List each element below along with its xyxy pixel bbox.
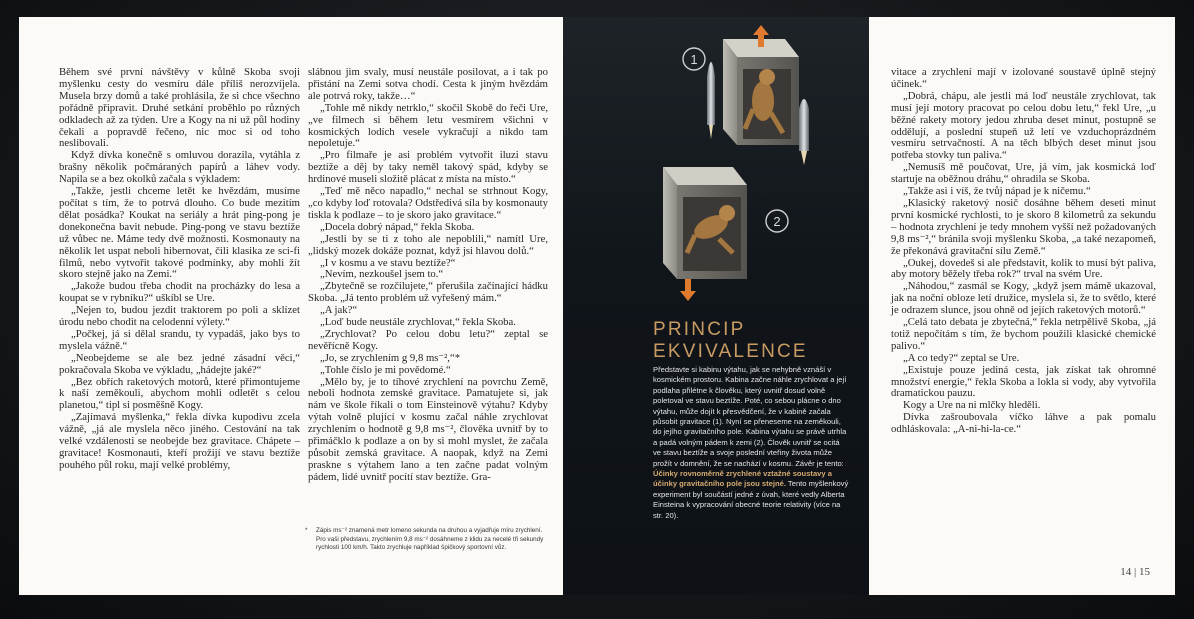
text-column-3: [891, 67, 1156, 436]
paragraph: „Takže asi i víš, že tvůj nápad je k ničemu.“: [903, 185, 1091, 198]
paragraph: „Tohle mě nikdy netrklo,“ skočil Skobě do řeči Ure, „ve filmech si během letu vesmírem všichni v kosmických lodích vesele vykračují a nikdo tam nepoletuje.“: [308, 101, 548, 150]
paragraph: „Mělo by, je to tíhové zrychlení na povrchu Země, neboli hodnota zemské gravitace. Pamatujete si, jak nám ve škole říkali o tom Einsteinově výtahu? Kdyby výtah volně plující v kosmu začal náhle zrychlovat zrychlením o hodnotě g 9,8 ms⁻², člověka uvnitř by to přimáčklo k podlaze a on by si mohl myslet, že začala působit zemská gravitace. A naopak, když na Zemi praskne s výtahem lano a ten začne padat volným pádem, lidé uvnitř pocítí stav beztíže. Gra-: [308, 375, 548, 483]
label-2: 2: [773, 214, 781, 229]
paragraph: „Neobejdeme se ale bez jedné zásadní věci,“ pokračovala Skoba ve výkladu, „hádejte jaké?“: [59, 351, 300, 376]
sidebar-title-line-2: EKVIVALENCE: [653, 341, 808, 362]
paragraph: „Zajímavá myšlenka,“ řekla dívka kupodivu zcela vážně, „já ale myslela něco jiného. Cestování na tak velké vzdálenosti se neobejde bez gravitace. Chápete – gravitace! Kosmonauti, kteří prožijí ve stavu beztíže pouhého půl roku, mají velké problémy,: [59, 411, 300, 471]
paragraph: „Nevím, nezkoušel jsem to.“: [320, 268, 444, 281]
page-numbers: 14 | 15: [1120, 566, 1150, 578]
text-column-1: [59, 67, 300, 472]
paragraph: slábnou jim svaly, musí neustále posilovat, a i tak po přistání na Zemi sotva chodí. Cesta k jiným hvězdám ale potrvá roky, takže…“: [308, 66, 548, 102]
paragraph: „I v kosmu a ve stavu beztíže?“: [320, 256, 456, 269]
sidebar-title: [653, 319, 808, 363]
paragraph: „Zrychlovat? Po celou dobu letu?“ zeptal se nevěřícně Kogy.: [308, 327, 548, 352]
paragraph: „Pro filmaře je asi problém vytvořit iluzi stavu beztíže a děj by taky neměl takový spád, kdyby se hrdinové museli složitě plácat z místa na místo.“: [308, 149, 548, 186]
paragraph: „Dobrá, chápu, ale jestli má loď neustále zrychlovat, tak musí její motory pracovat po celou dobu letu,“ řekl Ure, „u běžné rakety motory jedou zhruba deset minut, postupně se oddělují, a poslední stupeň už letí ve vzduchoprázdném vesmíru setrvačností. A na těch blbých deset minut jsou potřeba stovky tun paliva.“: [891, 89, 1156, 162]
footnote: [305, 527, 549, 553]
paragraph: „Tohle číslo je mi povědomé.“: [320, 363, 451, 376]
text-column-2: [308, 67, 548, 484]
left-page: [19, 17, 563, 595]
paragraph: Když dívka konečně s omluvou dorazila, vytáhla z brašny několik počmáraných papírů a láhev vody. Napila se a bez okolků začala s výkladem:: [59, 149, 300, 186]
paragraph: „Klasický raketový nosič dosáhne během deseti minut první kosmické rychlosti, to je skoro 8 kilometrů za sekundu – hodnota zrychlení je tedy mnohem vyšší než požadovaných 9,8 ms⁻²,“ bránila svoji myšlenku Skoba, „a také nezapomeň, že překonává gravitační sílu Země.“: [891, 196, 1156, 257]
paragraph: Kogy a Ure na ni mlčky hleděli.: [903, 399, 1041, 412]
paragraph: „A jak?“: [320, 304, 358, 317]
sidebar-page: [563, 17, 869, 595]
paragraph: „Nejen to, budou jezdit traktorem po poli a sklízet úrodu nebo chodit na celodenní výlety.“: [59, 304, 300, 329]
elevator-box-1: [707, 25, 809, 165]
elevator-illustration: [563, 17, 869, 317]
paragraph: „A co tedy?“ zeptal se Ure.: [903, 351, 1020, 364]
right-page: [869, 17, 1175, 595]
paragraph: „Oukej, dovedeš si ale představit, kolik to musí být paliva, aby motory běžely třeba rok?“ trval na svém Ure.: [891, 256, 1156, 281]
paragraph: „Jakože budou třeba chodit na procházky do lesa a koupat se v rybníku?“ uškíbl se Ure.: [59, 280, 300, 305]
paragraph: „Celá tato debata je zbytečná,“ řekla netrpělivě Skoba, „já totiž nepočítám s tím, že bychom použili klasické chemické palivo.“: [891, 316, 1156, 352]
paragraph: „Jestli by se ti z toho ale nepoblili,“ namítl Ure, „lidský mozek dokáže poznat, když jsi hlavou dolů.“: [308, 232, 548, 257]
arrow-down-icon: [680, 279, 696, 301]
label-1: 1: [690, 52, 698, 67]
paragraph: „Počkej, já si dělal srandu, ty vypadáš, jako bys to myslela vážně.“: [59, 327, 300, 352]
paragraph: „Docela dobrý nápad,“ řekla Skoba.: [320, 220, 475, 233]
paragraph: „Takže, jestli chceme letět ke hvězdám, musíme počítat s tím, že to potrvá dlouho. Co bude mezitím dělat posádka? Koukat na seriály a hrát ping-pong je donekonečna bavit nebude. Ping-pong ve stavu beztíže už vůbec ne. Máme tedy dvě možnosti. Kosmonauty na několik let uspat neboli hibernovat, čili klasika ze sci-fi filmů, nebo vytvořit takové podmínky, aby mohli žít skoro stejně jako na Zemi.“: [59, 185, 300, 281]
paragraph: Během své první návštěvy v kůlně Skoba svoji myšlenku cesty do vesmíru dále příliš nerozvíjela. Musela brzy domů a také prohlásila, že si chce všechno pořádně připravit. Druhé setkání proběhlo po různých odkladech až za týden. Ure a Kogy na ni už půl hodiny čekali a popravdě řečeno, nic moc si od toho neslibovali.: [59, 66, 300, 150]
sidebar-text: [653, 365, 849, 521]
footnote-star: *: [305, 527, 308, 534]
paragraph: „Jo, se zrychlením g 9,8 ms⁻²,“*: [320, 351, 461, 364]
sidebar-text-conclusion: Účinky rovnoměrně zrychlené vztažné soustavy a účinky gravitačního pole jsou stejné.: [653, 469, 832, 489]
paragraph: „Teď mě něco napadlo,“ nechal se strhnout Kogy, „co kdyby loď rotovala? Odstředivá síla by kosmonauty tiskla k podlaze – to je skoro jako gravitace.“: [308, 185, 548, 221]
paragraph: „Loď bude neustále zrychlovat,“ řekla Skoba.: [320, 316, 516, 329]
sidebar-text-intro: Představte si kabinu výtahu, jak se nehybně vznáší v kosmickém prostoru. Kabina začne náhle zrychlovat a její podlaha přilétne k člověku, který uvnitř dosud volně poletoval ve stavu beztíže. Poté, co sebou plácne o dno výtahu, může dojít k přesvědčení, že v kabině začala působit gravitace (1). Nyní se přeneseme na zeměkouli, do jejího gravitačního pole. Kabina výtahu se právě utrhla a padá volným pádem k zemi (2). Člověk uvnitř se ocitá ve stavu beztíže a svoje poslední vteřiny života může prožít v domnění, že se nachází v kosmu. Závěr je tento:: [653, 365, 847, 468]
paragraph: „Náhodou,“ zasmál se Kogy, „když jsem mámě ukazoval, jak na noční obloze letí družice, myslela si, že to světlo, které je odrazem slunce, jsou ohně od jejích raketových motorů.“: [891, 280, 1156, 317]
paragraph: „Bez obřích raketových motorů, které přimontujeme k naší zeměkouli, abychom mohli odletět s celou planetou,“ tipl si posměšně Kogy.: [59, 375, 300, 412]
paragraph: „Zbytečně se rozčilujete,“ přerušila začínající hádku Skoba. „Já tento problém už vyřešený mám.“: [308, 280, 548, 305]
elevator-box-2: [663, 167, 747, 301]
paragraph: „Existuje pouze jediná cesta, jak získat tak ohromné množství energie,“ řekla Skoba a lokla si vody, aby vytvořila dramatickou pauzu.: [891, 363, 1156, 400]
sidebar-text-outro: Tento myšlenkový experiment byl součástí jedné z úvah, které vedly Alberta Einsteina k vypracování obecné teorie relativity (více na str. 20).: [653, 479, 849, 520]
sidebar-title-line-1: PRINCIP: [653, 319, 746, 340]
paragraph: Dívka zašroubovala víčko láhve a pak pomalu odhláskovala: „A-ni-hi-la-ce.“: [891, 411, 1156, 436]
paragraph: „Nemusíš mě poučovat, Ure, já vím, jak kosmická loď startuje na oběžnou dráhu,“ ohradila se Skoba.: [891, 161, 1156, 186]
paragraph: vitace a zrychlení mají v izolované soustavě úplně stejný účinek.“: [891, 66, 1156, 90]
footnote-text: Zápis ms⁻² znamená metr lomeno sekunda na druhou a vyjadřuje míru zrychlení. Pro vaši představu, zrychlením 9,8 ms⁻² dosáhneme z klidu za necelé tři sekundy rychlosti 100 km/h. Takto zrychluje například špičkový sportovní vůz.: [316, 527, 544, 552]
